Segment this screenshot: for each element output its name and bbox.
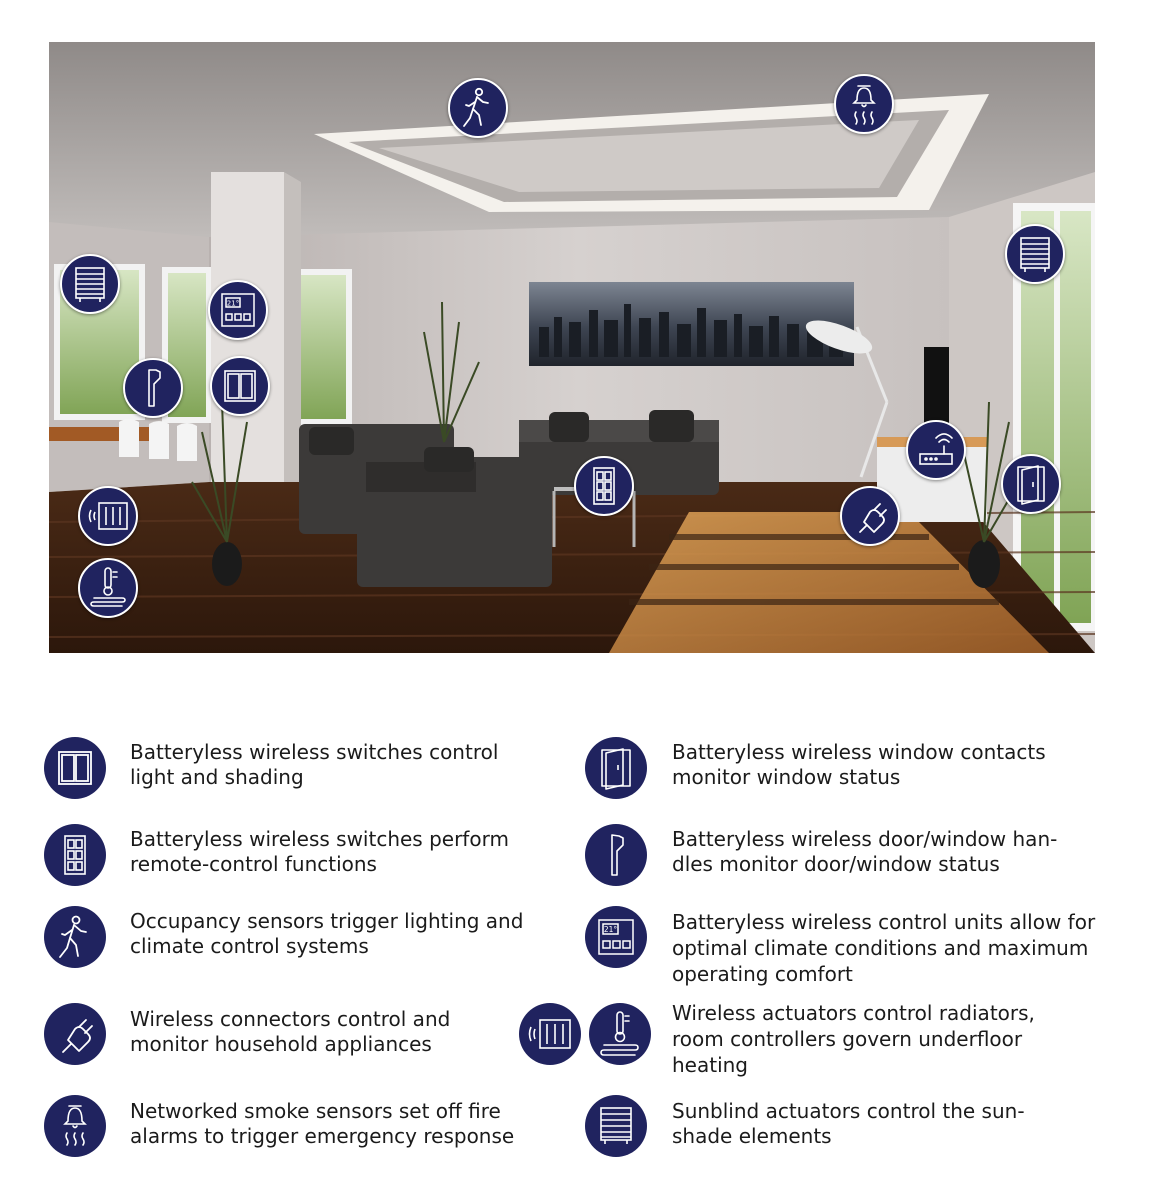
scene-window-handle-icon — [123, 358, 183, 418]
legend-item-smoke-sensor: Networked smoke sensors set off fire alarms to trigger emergency response — [130, 1099, 515, 1148]
scene-thermostat-icon — [208, 280, 268, 340]
legend-item-double-switch: Batteryless wireless switches control light and shading — [130, 740, 499, 789]
scene-window-contact-icon — [1001, 454, 1061, 514]
scene-smoke-sensor-icon — [834, 74, 894, 134]
svg-text:21°: 21° — [226, 299, 240, 308]
smoke-sensor-icon — [44, 1095, 106, 1157]
legend-item-occupancy-sensor: Occupancy sensors trigger lighting and climate control systems — [130, 909, 524, 958]
scene-sunblind-icon — [60, 254, 120, 314]
scene-floor-heating-icon — [78, 558, 138, 618]
room-illustration — [49, 42, 1095, 653]
occupancy-sensor-icon — [44, 906, 106, 968]
scene-occupancy-sensor-icon — [448, 78, 508, 138]
svg-text:21°: 21° — [603, 925, 618, 934]
legend-item-thermostat: Batteryless wireless control units allow for optimal climate conditions and maximum operating comfort — [672, 910, 1096, 986]
window-handle-icon — [585, 824, 647, 886]
thermostat-icon — [585, 906, 647, 968]
legend-item-sunblind: Sunblind actuators control the sun- shade elements — [672, 1099, 1025, 1148]
scene-double-switch-icon — [210, 356, 270, 416]
plug-connector-icon — [44, 1003, 106, 1065]
legend-item-window-handle: Batteryless wireless door/window han- dles monitor door/window status — [672, 827, 1058, 876]
legend-item-window-contact: Batteryless wireless window contacts monitor window status — [672, 740, 1046, 789]
remote-switch-icon — [44, 824, 106, 886]
window-contact-icon — [585, 737, 647, 799]
legend-item-plug-connector: Wireless connectors control and monitor household appliances — [130, 1007, 451, 1056]
living-room-image — [49, 42, 1095, 653]
radiator-actuator-icon — [519, 1003, 581, 1065]
scene-remote-switch-icon — [574, 456, 634, 516]
sunblind-icon — [585, 1095, 647, 1157]
scene-gateway-icon — [906, 420, 966, 480]
floor-heating-icon — [589, 1003, 651, 1065]
legend-item-remote-switch: Batteryless wireless switches perform remote-control functions — [130, 827, 509, 876]
scene-plug-connector-icon — [840, 486, 900, 546]
scene-radiator-actuator-icon — [78, 486, 138, 546]
scene-sunblind-right-icon — [1005, 224, 1065, 284]
double-switch-icon — [44, 737, 106, 799]
legend-item-heating-control: Wireless actuators control radiators, room controllers govern underfloor heating — [672, 1001, 1035, 1077]
